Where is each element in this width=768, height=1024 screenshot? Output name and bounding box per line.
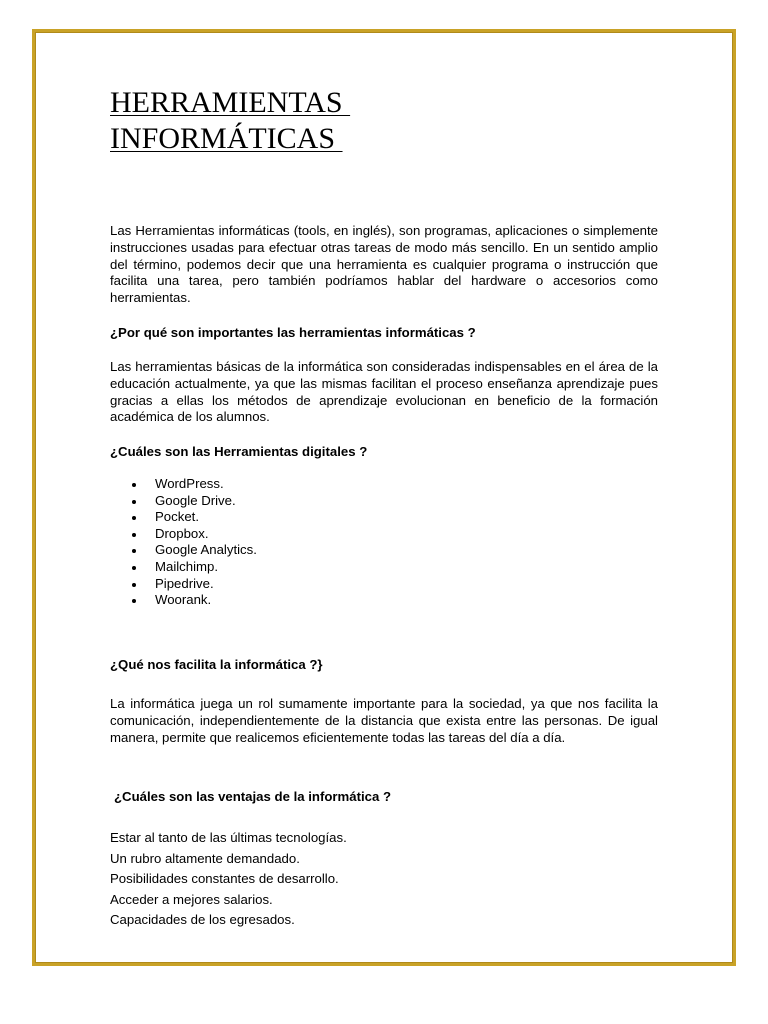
facilitates-paragraph: La informática juega un rol sumamente importante para la sociedad, ya que nos facilita la comunicación, independientemente de la distancia que exista entre las personas. De igual manera, permite que realicemos eficientemente todas las tareas del día a día. — [110, 696, 658, 745]
bullet-icon — [132, 549, 136, 553]
title-line-1: HERRAMIENTAS — [110, 86, 351, 119]
heading-importance: ¿Por qué son importantes las herramientas informáticas ? — [110, 325, 476, 340]
list-item — [130, 559, 257, 576]
heading-facilitates: ¿Qué nos facilita la informática ?} — [110, 657, 323, 672]
list-item-label: Google Drive. — [155, 492, 236, 508]
bullet-icon — [132, 533, 136, 537]
bullet-icon — [132, 500, 136, 504]
heading-digital-tools: ¿Cuáles son las Herramientas digitales ? — [110, 444, 368, 459]
title-line-2: INFORMÁTICAS — [110, 122, 343, 155]
list-item — [130, 526, 257, 543]
list-item-label: Mailchimp. — [155, 558, 219, 574]
list-item — [130, 493, 257, 510]
list-item — [130, 476, 257, 493]
list-item: Un rubro altamente demandado. — [110, 850, 300, 866]
list-item-label: Woorank. — [155, 592, 212, 608]
list-item — [130, 576, 257, 593]
list-item-label: Google Analytics. — [155, 542, 257, 558]
bullet-icon — [132, 599, 136, 603]
bullet-icon — [132, 566, 136, 570]
list-item: Posibilidades constantes de desarrollo. — [110, 871, 339, 886]
list-item — [130, 592, 257, 609]
document-title — [110, 85, 658, 157]
intro-paragraph: Las Herramientas informáticas (tools, en inglés), son programas, aplicaciones o simplemente instrucciones usadas para efectuar otras tareas de modo más sencillo. En un sentido amplio del término, podemos decir que una herramienta es cualquier programa o instrucción que facilita una tarea, pero también podríamos hablar del hardware o accesorios como herramientas. — [110, 223, 658, 306]
bullet-icon — [132, 583, 136, 587]
list-item: Estar al tanto de las últimas tecnologías. — [110, 830, 347, 845]
importance-paragraph: Las herramientas básicas de la informática son consideradas indispensables en el área de la educación actualmente, ya que las mismas facilitan el proceso enseñanza aprendizaje pues gracias a ellas los métodos de aprendizaje evolucionan en beneficio de la formación académica de los alumnos. — [110, 359, 658, 425]
heading-advantages: ¿Cuáles son las ventajas de la informática ? — [114, 789, 392, 804]
list-item-label: Pipedrive. — [155, 575, 214, 591]
bullet-icon — [132, 483, 136, 487]
list-item — [130, 509, 257, 526]
advantages-list — [110, 828, 347, 931]
bullet-icon — [132, 516, 136, 520]
list-item-label: Dropbox. — [155, 525, 209, 541]
list-item: Acceder a mejores salarios. — [110, 891, 273, 907]
list-item-label: Pocket. — [155, 509, 199, 525]
list-item-label: WordPress. — [155, 476, 224, 491]
list-item: Capacidades de los egresados. — [110, 912, 295, 927]
list-item — [130, 542, 257, 559]
digital-tools-list — [130, 476, 257, 609]
